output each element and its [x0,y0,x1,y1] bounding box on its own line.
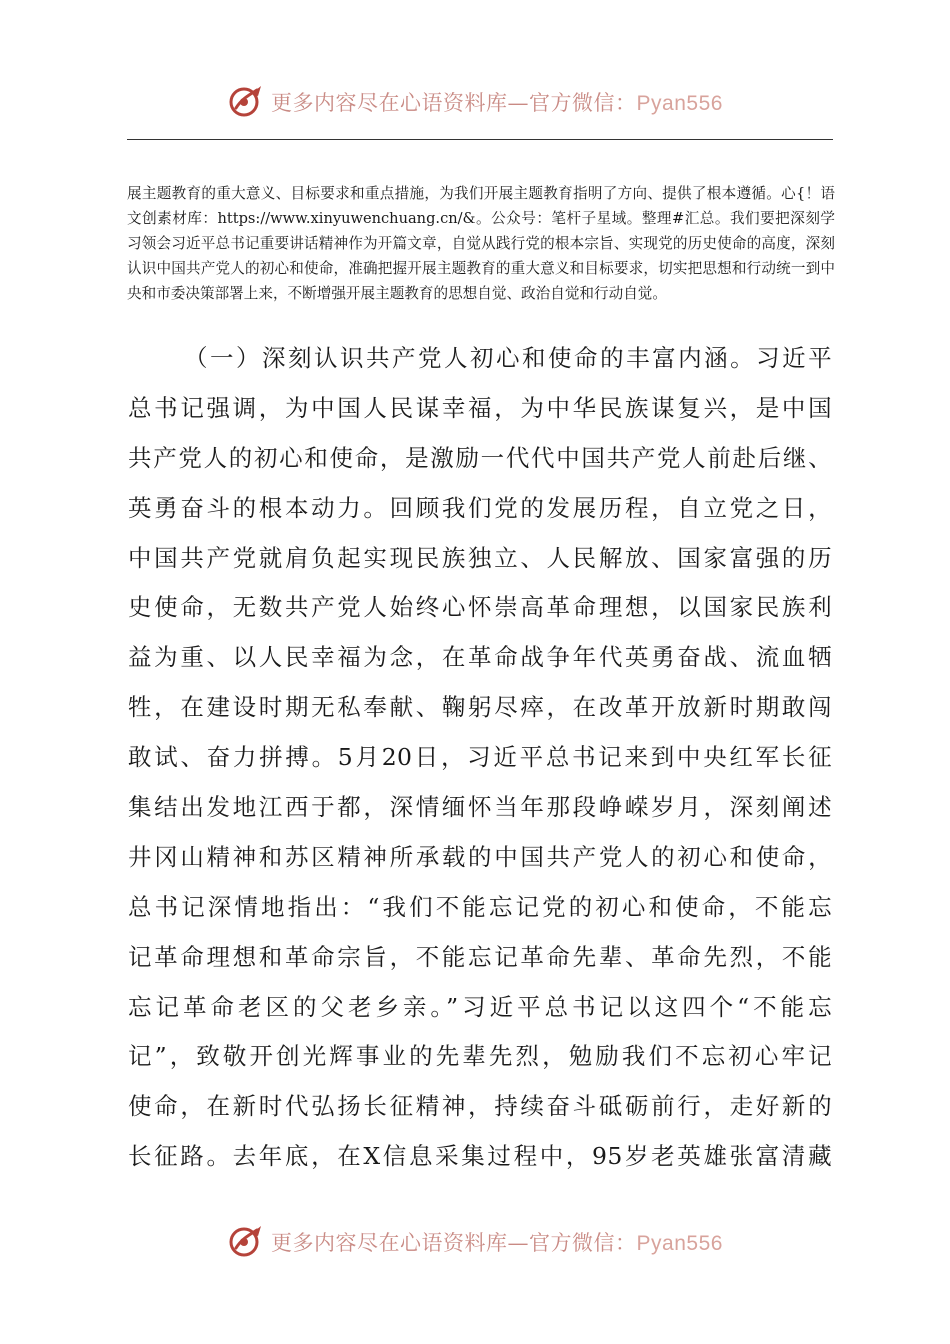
main-body [128,334,832,1182]
header-divider [127,139,833,140]
body-line: 记”，致敬开创光辉事业的先辈先烈，勉励我们不忘初心牢记 [128,1042,832,1071]
body-line: 史使命，无数共产党人始终心怀崇高革命理想，以国家民族利 [128,593,832,622]
footer-banner-text [271,1227,723,1257]
body-line: 记革命理想和革命宗旨，不能忘记革命先辈、革命先烈，不能 [128,942,832,971]
header-wechat-handle: Pyan556 [636,92,723,115]
footer-wechat-label: 官方微信： [529,1231,637,1255]
header-site-name: 更多内容尽在心语资料库 [271,91,508,115]
body-line: 共产党人的初心和使命，是激励一代代中国共产党人前赴后继、 [128,443,832,472]
body-line-heading: （一）深刻认识共产党人初心和使命的丰富内涵。习近平 [184,344,832,372]
body-line: 敢试、奋力拼搏。5月20日，习近平总书记来到中央红军长征 [128,743,832,772]
header-wechat-label: 官方微信： [529,91,637,115]
footer-wechat-handle: Pyan556 [636,1232,723,1255]
body-line: 井冈山精神和苏区精神所承载的中国共产党人的初心和使命， [128,842,832,871]
brand-logo-icon [227,82,267,122]
body-line: 忘记革命老区的父老乡亲。”习近平总书记以这四个“不能忘 [128,992,832,1021]
body-line: 总书记深情地指出：“我们不能忘记党的初心和使命，不能忘 [128,892,832,921]
header-banner [0,80,950,124]
body-line: 长征路。去年底，在X信息采集过程中，95岁老英雄张富清藏 [128,1142,832,1171]
body-line: 中国共产党就肩负起实现民族独立、人民解放、国家富强的历 [128,543,832,572]
body-line: 益为重、以人民幸福为念，在革命战争年代英勇奋战、流血牺 [128,643,832,672]
header-banner-text [271,87,723,117]
body-line: 使命，在新时代弘扬长征精神，持续奋斗砥砺前行，走好新的 [128,1092,832,1121]
brand-logo-icon [227,1222,267,1262]
footer-banner [0,1220,950,1264]
header-dash: — [507,91,530,115]
body-line: 总书记强调，为中国人民谋幸福，为中华民族谋复兴，是中国 [128,393,832,422]
body-line: 牲，在建设时期无私奉献、鞠躬尽瘁，在改革开放新时期敢闯 [128,693,832,722]
footer-site-name: 更多内容尽在心语资料库 [271,1231,508,1255]
intro-paragraph: 展主题教育的重大意义、目标要求和重点措施，为我们开展主题教育指明了方向、提供了根本遵循。心{！语文创素材库：https://www.xinyuwenchuang.cn/&。公众号：笔杆子星域。整理#汇总。我们要把深刻学习领会习近平总书记重要讲话精神作为开篇文章，自觉从践行党的根本宗旨、实现党的历史使命的高度，深刻认识中国共产党人的初心和使命，准确把握开展主题教育的重大意义和目标要求，切实把思想和行动统一到中央和市委决策部署上来，不断增强开展主题教育的思想自觉、政治自觉和行动自觉。 [127,185,835,302]
body-line: 集结出发地江西于都，深情缅怀当年那段峥嵘岁月，深刻阐述 [128,793,832,822]
footer-dash: — [507,1231,530,1255]
body-line: 英勇奋斗的根本动力。回顾我们党的发展历程，自立党之日， [128,493,832,522]
